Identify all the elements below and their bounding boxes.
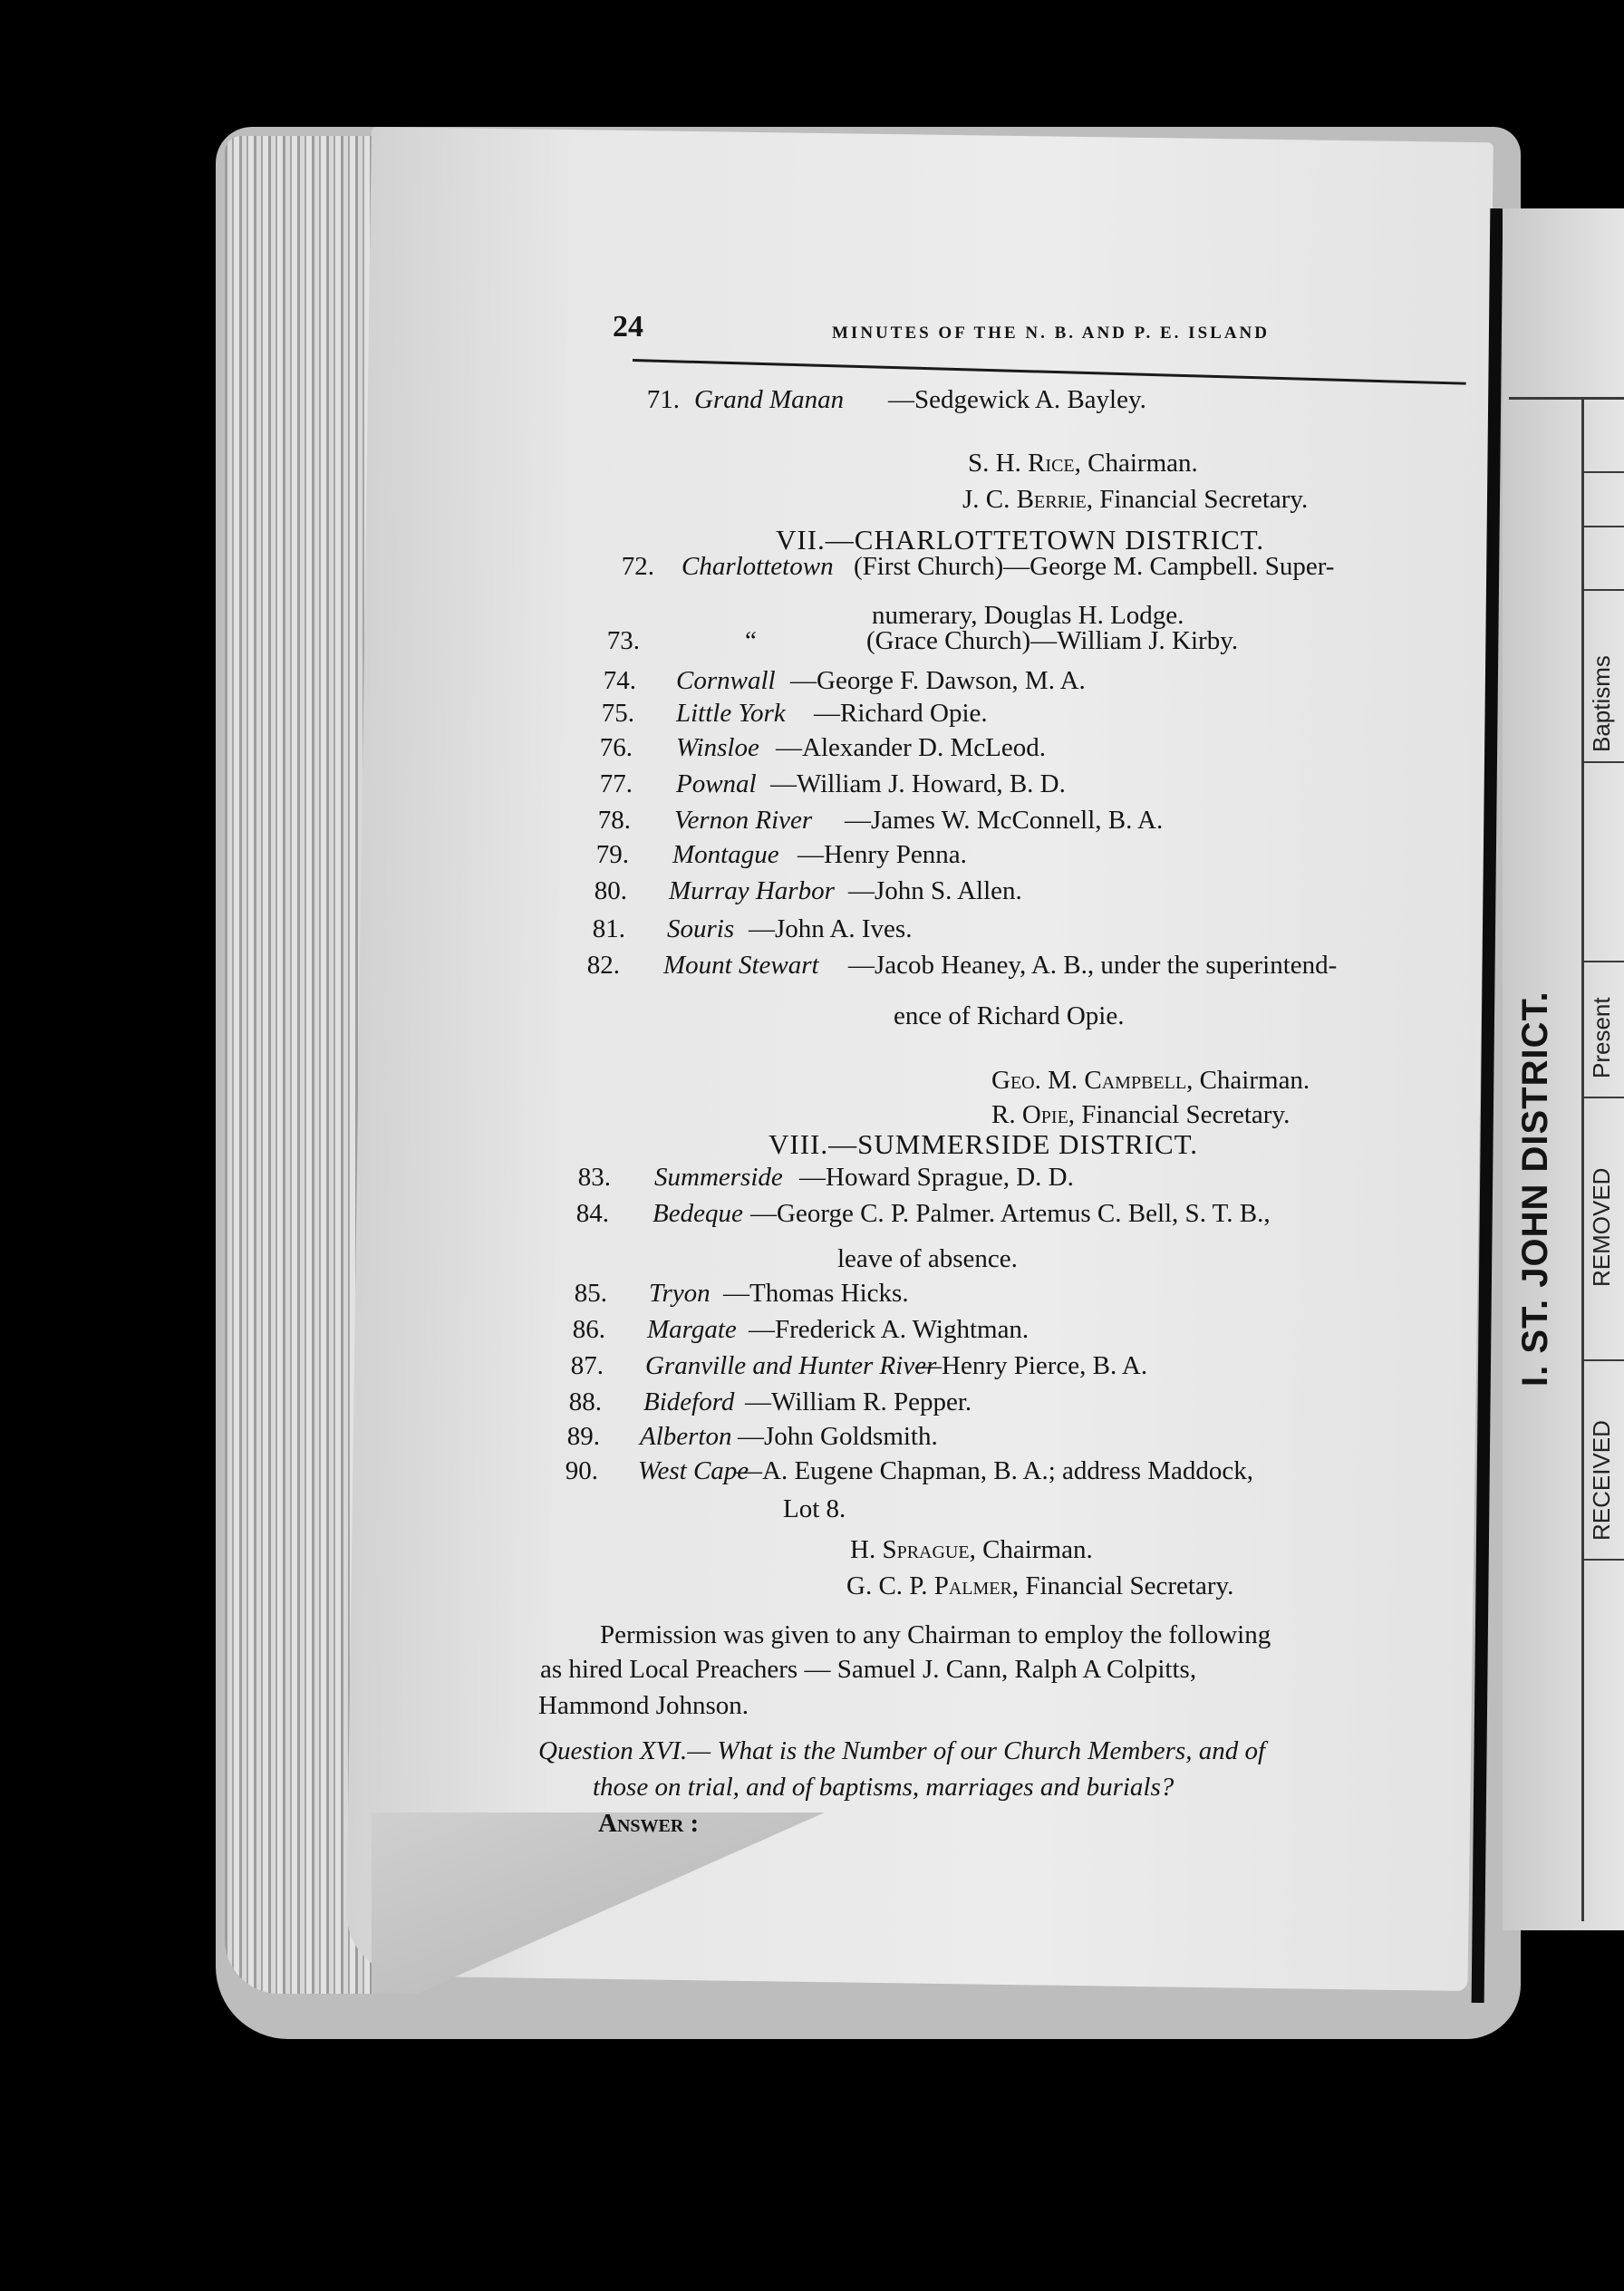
entry-place: Cornwall xyxy=(676,666,776,695)
entry-place: Charlottetown xyxy=(682,552,834,581)
entry-number: 81. xyxy=(592,914,625,943)
facing-page-district-title: I. ST. JOHN DISTRICT. xyxy=(1515,991,1555,1387)
permission-line: as hired Local Preachers — Samuel J. Cann, Ralph A Colpitts, xyxy=(540,1655,1197,1684)
entry-number: 85. xyxy=(574,1279,607,1308)
entry-number: 79. xyxy=(595,840,629,869)
entry-text: —Henry Pierce, B. A. xyxy=(915,1351,1148,1380)
facing-page-col-removed: REMOVED xyxy=(1588,1167,1615,1287)
entry-place: West Cape xyxy=(638,1456,749,1485)
district-heading: VIII.—SUMMERSIDE DISTRICT. xyxy=(768,1128,1199,1160)
secretary-signature xyxy=(991,1100,1290,1130)
entry-place: Murray Harbor xyxy=(669,876,835,905)
secretary-name: R. Opie xyxy=(991,1100,1068,1129)
entry-text: —Jacob Heaney, A. B., under the superintend- xyxy=(848,951,1338,980)
entry-continuation: Lot 8. xyxy=(783,1494,846,1523)
secretary-name: J. C. Berrie xyxy=(962,485,1087,514)
chairman-role: , Chairman. xyxy=(1074,449,1198,478)
entry-text: —John A. Ives. xyxy=(749,914,913,943)
entry-place: Bedeque xyxy=(652,1199,743,1228)
page-number: 24 xyxy=(613,310,643,343)
chairman-signature xyxy=(968,449,1198,478)
running-header: MINUTES OF THE N. B. AND P. E. ISLAND xyxy=(832,324,1270,343)
entry-number: 80. xyxy=(594,876,627,905)
entry-text: —A. Eugene Chapman, B. A.; address Maddock, xyxy=(736,1456,1254,1485)
entry-continuation: leave of absence. xyxy=(837,1244,1018,1273)
entry-number: 83. xyxy=(577,1163,611,1192)
entry-number: 77. xyxy=(599,769,633,798)
secretary-name: G. C. P. Palmer xyxy=(846,1571,1012,1600)
entry-text: —James W. McConnell, B. A. xyxy=(845,806,1164,835)
entry-text: —John S. Allen. xyxy=(848,876,1022,905)
chairman-role: , Chairman. xyxy=(969,1535,1093,1564)
entry-place: Alberton xyxy=(640,1422,732,1451)
entry-text: —Alexander D. McLeod. xyxy=(776,733,1046,762)
entry-number: 75. xyxy=(601,699,634,728)
entry-continuation: ence of Richard Opie. xyxy=(894,1001,1125,1030)
entry-place: “ xyxy=(745,626,757,655)
chairman-name: Geo. M. Campbell xyxy=(991,1066,1187,1095)
entry-number: 87. xyxy=(570,1351,604,1380)
entry-place: Granville and Hunter River xyxy=(645,1351,937,1380)
entry-place: Winsloe xyxy=(676,733,759,762)
chairman-signature xyxy=(850,1535,1093,1565)
permission-line: Permission was given to any Chairman to employ the following xyxy=(600,1620,1271,1649)
entry-place: Grand Manan xyxy=(694,385,845,414)
secretary-role: , Financial Secretary. xyxy=(1086,485,1309,514)
entry-number: 76. xyxy=(599,733,633,762)
entry-text: —Frederick A. Wightman. xyxy=(749,1315,1030,1344)
answer-label: Answer : xyxy=(598,1809,700,1838)
entry-continuation: numerary, Douglas H. Lodge. xyxy=(872,601,1184,630)
facing-page-col-received: RECEIVED xyxy=(1588,1420,1615,1541)
entry-place: Little York xyxy=(676,699,786,728)
entry-text: —Henry Penna. xyxy=(798,840,967,869)
facing-page-col-present: Present xyxy=(1588,997,1615,1078)
entry-number: 84. xyxy=(575,1199,609,1228)
secretary-signature xyxy=(846,1571,1233,1601)
entry-place: Summerside xyxy=(654,1163,783,1192)
entry-place: Vernon River xyxy=(674,806,813,835)
secretary-role: , Financial Secretary. xyxy=(1011,1571,1234,1600)
entry-place: Tryon xyxy=(649,1279,710,1308)
entry-number: 88. xyxy=(568,1387,602,1416)
entry-text: —George C. P. Palmer. Artemus C. Bell, S. T. B., xyxy=(750,1199,1271,1228)
chairman-role: , Chairman. xyxy=(1186,1066,1310,1095)
entry-place: Mount Stewart xyxy=(663,951,819,980)
facing-page-col-baptisms: Baptisms xyxy=(1588,655,1615,752)
chairman-signature xyxy=(991,1066,1310,1096)
entry-number: 82. xyxy=(586,951,620,980)
entry-place: Montague xyxy=(672,840,779,869)
entry-place: Souris xyxy=(667,914,735,943)
entry-number: 86. xyxy=(572,1315,605,1344)
permission-line: Hammond Johnson. xyxy=(538,1691,749,1720)
entry-number: 73. xyxy=(606,626,640,655)
entry-text: (First Church)—George M. Campbell. Super- xyxy=(854,552,1335,581)
entry-number: 90. xyxy=(565,1456,598,1485)
header-rule xyxy=(633,359,1466,385)
entry-text: —William R. Pepper. xyxy=(745,1387,972,1416)
chairman-name: S. H. Rice xyxy=(968,449,1075,478)
secretary-role: , Financial Secretary. xyxy=(1068,1100,1290,1129)
entry-number: 72. xyxy=(621,552,654,581)
entry-place: Pownal xyxy=(676,769,757,798)
district-heading: VII.—CHARLOTTETOWN DISTRICT. xyxy=(776,524,1265,556)
entry-place: Bideford xyxy=(643,1387,735,1416)
entry-text: (Grace Church)—William J. Kirby. xyxy=(866,626,1239,655)
entry-text: —Thomas Hicks. xyxy=(723,1279,909,1308)
question-line-2: those on trial, and of baptisms, marriages and burials? xyxy=(593,1773,1174,1802)
entry-text: —Richard Opie. xyxy=(814,699,988,728)
entry-place: Margate xyxy=(647,1315,737,1344)
entry-number: 89. xyxy=(566,1422,600,1451)
entry-text: —Sedgewick A. Bayley. xyxy=(888,385,1146,414)
question-line xyxy=(538,1736,1265,1766)
question-text: — What is the Number of our Church Members, and of xyxy=(687,1736,1266,1765)
question-label: Question XVI. xyxy=(538,1736,688,1765)
entry-text: —William J. Howard, B. D. xyxy=(770,769,1066,798)
entry-number: 71. xyxy=(646,385,680,414)
chairman-name: H. Sprague xyxy=(850,1535,970,1564)
entry-text: —John Goldsmith. xyxy=(738,1422,938,1451)
entry-number: 78. xyxy=(597,806,631,835)
entry-text: —George F. Dawson, M. A. xyxy=(790,666,1086,695)
secretary-signature xyxy=(962,485,1308,515)
entry-text: —Howard Sprague, D. D. xyxy=(799,1163,1074,1192)
entry-number: 74. xyxy=(603,666,636,695)
